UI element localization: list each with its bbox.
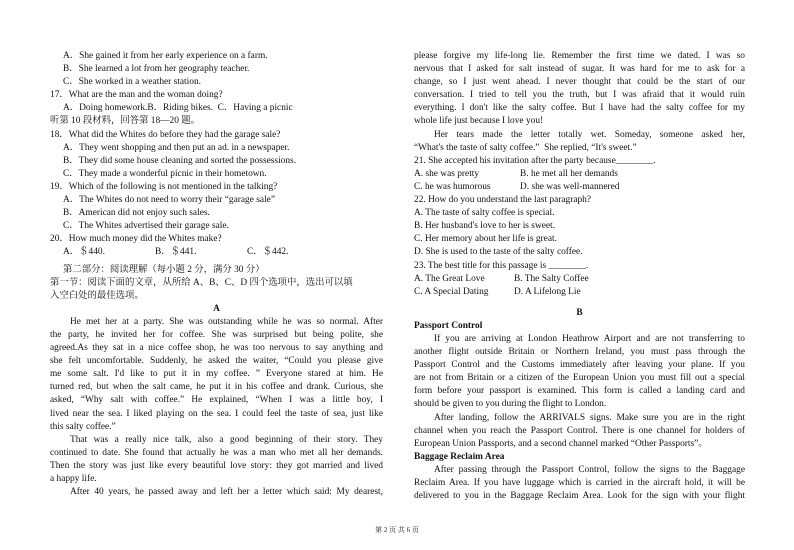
passage-a-line: That was a really nice talk, also a good beginning of their story. They bbox=[70, 434, 383, 445]
passage-b-line: delivered to you in the Baggage Reclaim Area. Look for the sign with your flight bbox=[414, 491, 745, 502]
passage-a-continued-line: Her tears made the letter totally wet. Someday, someone asked her, bbox=[434, 129, 745, 140]
q23-option-c: C. A Special Dating bbox=[414, 286, 489, 297]
q22-option-c: C. Her memory about her life is great. bbox=[414, 234, 557, 245]
passage-a-continued-line: conversation. I tried to tell you the truth, but I was afraid that it would ruin bbox=[414, 90, 745, 101]
passport-control-heading: Passport Control bbox=[414, 320, 483, 331]
passage-a-line: Then the story was just like every beautiful love story: they got married and lived bbox=[50, 460, 383, 471]
q20-option-c: C．＄442. bbox=[247, 247, 289, 258]
q21-option-c: C. he was humorous bbox=[414, 181, 491, 192]
q19-option-b: B．American did not enjoy such sales. bbox=[63, 208, 210, 219]
passage-a-line: me some salt. I'd like to put it in my coffee. ” Everyone stared at him. He bbox=[50, 369, 383, 380]
q21-option-a: A. she was pretty bbox=[414, 168, 480, 179]
passage-a-line: the party, he invited her for coffee. She was surprised but being polite, she bbox=[50, 329, 383, 340]
passage-b-line: European Union Passports, and a second channel marked “Other Passports”。 bbox=[414, 438, 708, 449]
question-23: 23. The best title for this passage is ________. bbox=[414, 260, 589, 271]
q16-option-b: B．She learned a lot from her geography teacher. bbox=[63, 64, 250, 75]
left-column bbox=[50, 50, 383, 499]
q20-option-a: A．＄440. bbox=[63, 247, 105, 258]
passage-a-line: this salty coffee.” bbox=[50, 421, 116, 432]
passage-a-line: a happy life. bbox=[50, 474, 97, 484]
passage-a-line: turned red, but when the salt came, he put it in his coffee and drank. Curious, she bbox=[50, 382, 383, 393]
q18-option-a: A．They went shopping and then put an ad. in a newspaper. bbox=[63, 142, 290, 153]
passage-a-line: agreed.As they sat in a nice coffee shop, he was too nervous to say anything and bbox=[50, 343, 383, 354]
passage-a-line: After 40 years, he passed away and left her a letter which said: My dearest, bbox=[70, 487, 383, 498]
q16-option-c: C．She worked in a weather station. bbox=[63, 77, 201, 88]
section-one-instruction-1: 第一节：阅读下面的文章，从所给 A、B、C、D 四个选项中，选出可以填 bbox=[50, 277, 353, 288]
question-18: 18．What did the Whites do before they had the garage sale? bbox=[50, 129, 281, 140]
listening-instruction: 听第 10 段材料，回答第 18—20 题。 bbox=[50, 116, 201, 127]
passage-b-line: form before your passport is examined. This form is called a landing card and bbox=[414, 386, 745, 397]
q16-option-a: A．She gained it from her early experience on a farm. bbox=[63, 51, 268, 61]
question-20: 20．How much money did the Whites make? bbox=[50, 234, 222, 245]
q23-options-row-2 bbox=[414, 286, 745, 299]
q21-options-row-1 bbox=[414, 168, 745, 181]
right-column bbox=[414, 50, 745, 503]
passage-b-line: If you are arriving at London Heathrow Airport and are not transferring to bbox=[434, 333, 745, 344]
passage-b-line: After landing, follow the ARRIVALS signs. Make sure you are in the right bbox=[434, 412, 745, 423]
q17-options: A．Doing homework.B．Riding bikes. C．Having a picnic bbox=[63, 103, 293, 114]
passage-a-continued-line: nervous that I asked for salt instead of sugar. It was hard for me to ask for a bbox=[414, 64, 745, 75]
passage-a-continued-line: whole life just because I love you! bbox=[414, 116, 544, 127]
passage-a-continued-line: “What's the taste of salty coffee.” She replied, “It's sweet.” bbox=[414, 142, 637, 153]
question-21: 21. She accepted his invitation after the party because________. bbox=[414, 155, 656, 166]
question-17: 17．What are the man and the woman doing? bbox=[50, 90, 223, 101]
passage-a-continued-line: everything. I don't like the salty coffee. But I have had the salty coffee for my bbox=[414, 103, 745, 114]
q18-option-c: C．They made a wonderful picnic in their hometown. bbox=[63, 168, 267, 179]
passage-a-title: A bbox=[213, 303, 220, 314]
baggage-reclaim-heading: Baggage Reclaim Area bbox=[414, 451, 505, 462]
q21-option-d: D. she was well-mannered bbox=[520, 181, 620, 192]
q23-options-row-1 bbox=[414, 273, 745, 286]
passage-a-continued-line: please forgive my life-long lie. Remember the first time we dated. I was so bbox=[414, 51, 745, 61]
passage-b-line: channel when you reach the Passport Control. There is one channel for holders of bbox=[414, 425, 745, 436]
question-22: 22. How do you understand the last paragraph? bbox=[414, 195, 592, 206]
passage-b-title: B bbox=[576, 307, 583, 318]
q20-options bbox=[50, 246, 383, 259]
page-number: 第 2 页 共 6 页 bbox=[375, 526, 419, 534]
passage-b-line: After passing through the Passport Control, follow the signs to the Baggage bbox=[434, 464, 745, 475]
q19-option-c: C．The Whites advertised their garage sale. bbox=[63, 221, 229, 232]
passage-b-line: another flight outside Britain or Northern Ireland, you must pass through the bbox=[414, 347, 745, 358]
q22-option-a: A. The taste of salty coffee is special. bbox=[414, 208, 555, 219]
q19-option-a: A．The Whites do not need to worry their “garage sale” bbox=[63, 195, 275, 206]
question-19: 19．Which of the following is not mentioned in the talking? bbox=[50, 181, 278, 192]
passage-a-line: continued to date. She found that actually he was a man who met all her demands. bbox=[50, 447, 383, 458]
q20-option-b: B．＄441. bbox=[155, 247, 197, 258]
passage-a-line: He met her at a party. She was outstanding while he was so normal. After bbox=[70, 316, 383, 327]
part-two-heading: 第二部分：阅读理解（每小题 2 分，满分 30 分） bbox=[63, 264, 265, 275]
q22-option-d: D. She is used to the taste of the salty coffee. bbox=[414, 247, 583, 258]
q22-option-b: B. Her husband's love to her is sweet. bbox=[414, 221, 555, 232]
passage-b-line: Reclaim Area. If you have luggage which is carried in the aircraft hold, it will be bbox=[414, 478, 745, 488]
passage-b-line: should be given to you during the flight to London. bbox=[414, 399, 607, 410]
passage-b-line: are not from Britain or a citizen of the European Union you must fill out a special bbox=[414, 373, 745, 384]
passage-a-line: asked, “Why salt with coffee.” He explained, “When I was a little boy, I bbox=[50, 395, 383, 406]
passage-a-line: she felt uncomfortable. Suddenly, he asked the waiter, “Could you please give bbox=[50, 356, 383, 367]
q21-options-row-2 bbox=[414, 181, 745, 194]
q18-option-b: B．They did some house cleaning and sorted the possessions. bbox=[63, 155, 297, 166]
passage-b-line: Passport Control and the Customs immediately after leaving your plane. If you bbox=[414, 360, 745, 371]
passage-a-continued-line: change, so I just went ahead. I never thought that could be the start of our bbox=[414, 77, 745, 88]
passage-a-line: lived near the sea. I liked playing on the sea. I could feel the taste of sea, just like bbox=[50, 408, 383, 419]
q23-option-d: D. A Lifelong Lie bbox=[514, 286, 581, 297]
q21-option-b: B. he met all her demands bbox=[520, 168, 618, 179]
q23-option-b: B. The Salty Coffee bbox=[514, 273, 589, 284]
section-one-instruction-2: 入空白处的最佳选项。 bbox=[50, 290, 144, 301]
q23-option-a: A. The Great Love bbox=[414, 273, 485, 284]
